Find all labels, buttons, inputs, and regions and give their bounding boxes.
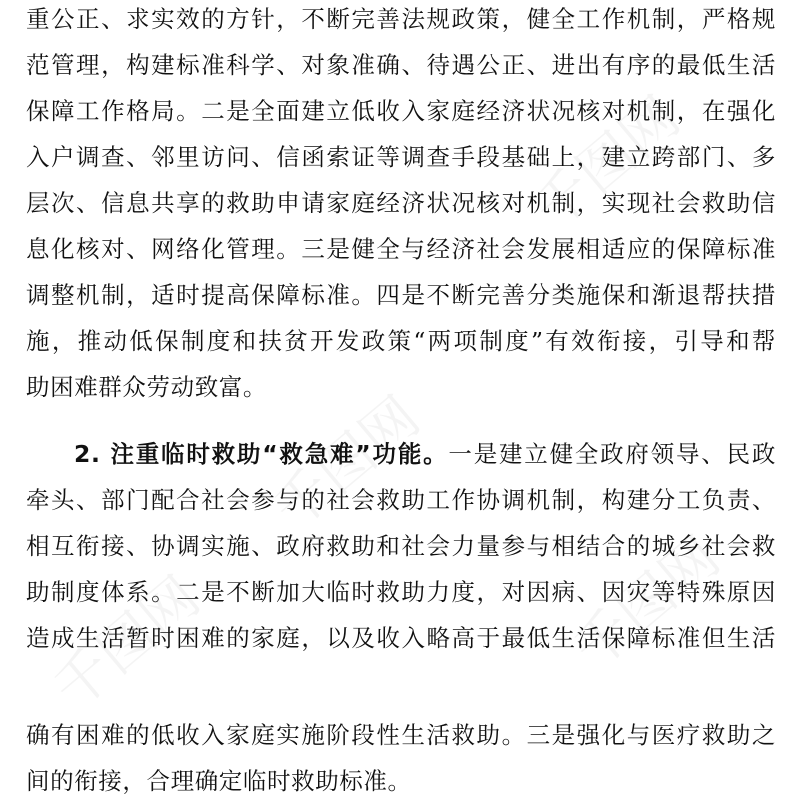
body-text-line: 助困难群众劳动致富。 bbox=[26, 373, 267, 401]
section-heading-line bbox=[74, 431, 776, 477]
body-text-line: 确有困难的低收入家庭实施阶段性生活救助。三是强化与医疗救助之 bbox=[26, 721, 776, 749]
body-text-line: 保障工作格局。二是全面建立低收入家庭经济状况核对机制，在强化 bbox=[26, 97, 776, 125]
body-text-line: 重公正、求实效的方针，不断完善法规政策，健全工作机制，严格规 bbox=[26, 5, 776, 33]
body-text-line: 助制度体系。二是不断加大临时救助力度，对因病、因灾等特殊原因 bbox=[26, 578, 776, 606]
body-text-line: 造成生活暂时困难的家庭，以及收入略高于最低生活保障标准但生活 bbox=[26, 624, 776, 652]
body-text-line: 范管理，构建标准科学、对象准确、待遇公正、进出有序的最低生活 bbox=[26, 51, 776, 79]
body-text-line: 入户调查、邻里访问、信函索证等调查手段基础上，建立跨部门、多 bbox=[26, 143, 776, 171]
body-text-line: 调整机制，适时提高保障标准。四是不断完善分类施保和渐退帮扶措 bbox=[26, 281, 776, 309]
body-text-line: 牵头、部门配合社会参与的社会救助工作协调机制，构建分工负责、 bbox=[26, 486, 776, 514]
section-heading: 2. 注重临时救助“救急难”功能。 bbox=[74, 440, 449, 468]
body-text-line: 层次、信息共享的救助申请家庭经济状况核对机制，实现社会救助信 bbox=[26, 189, 776, 217]
body-text-line: 息化核对、网络化管理。三是健全与经济社会发展相适应的保障标准 bbox=[26, 235, 776, 263]
body-text-line: 施，推动低保制度和扶贫开发政策“两项制度”有效衔接，引导和帮 bbox=[26, 327, 776, 355]
body-text-inline: 一是建立健全政府领导、民政 bbox=[448, 440, 776, 468]
body-text-line: 间的衔接，合理确定临时救助标准。 bbox=[26, 767, 412, 795]
body-text-line: 相互衔接、协调实施、政府救助和社会力量参与相结合的城乡社会救 bbox=[26, 532, 776, 560]
